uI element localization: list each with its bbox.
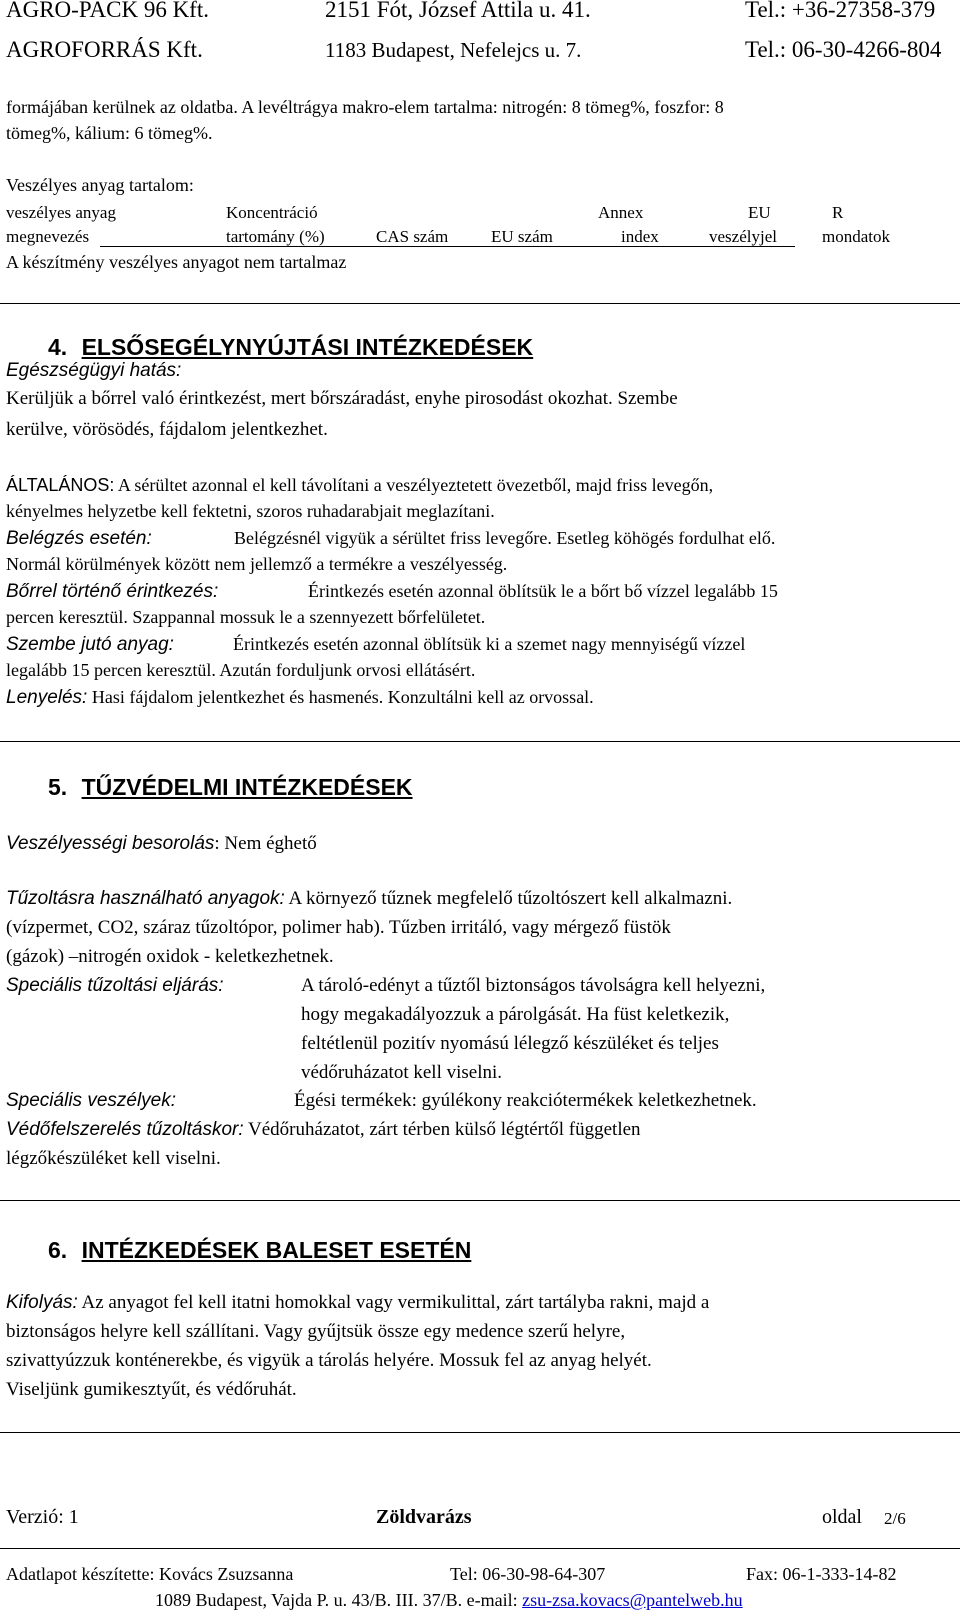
special-procedure-label: Speciális tűzoltási eljárás:: [6, 975, 224, 996]
company-address-2: 1183 Budapest, Nefelejcs u. 7.: [325, 38, 582, 62]
author-phone: Tel: 06-30-98-64-307: [450, 1564, 606, 1584]
company-address-1: 2151 Fót, József Attila u. 41.: [325, 0, 591, 22]
table-header-cell: CAS szám: [376, 227, 449, 246]
special-hazards-text: Égési termékek: gyúlékony reakciótermékek keletkezhetnek.: [294, 1090, 757, 1111]
section-divider: [0, 1432, 960, 1433]
company-phone-2: Tel.: 06-30-4266-804: [745, 37, 942, 62]
extinguishing-paragraph: [6, 885, 732, 912]
special-procedure-text-3: feltétlenül pozitív nyomású lélegző készüléket és teljes: [301, 1033, 719, 1054]
author-fax: Fax: 06-1-333-14-82: [746, 1564, 897, 1584]
hazard-table-note: A készítmény veszélyes anyagot nem tartalmaz: [6, 252, 347, 272]
protective-equipment-text-2: légzőkészüléket kell viselni.: [6, 1148, 221, 1169]
general-text-2: kényelmes helyzetbe kell fektetni, szoros ruhadarabjait meglazítani.: [6, 501, 495, 521]
skin-contact-label: Bőrrel történő érintkezés:: [6, 581, 219, 602]
special-procedure-text-4: védőruházatot kell viselni.: [301, 1062, 503, 1083]
extinguishing-text: A környező tűznek megfelelő tűzoltószert kell alkalmazni.: [284, 888, 733, 909]
table-header-cell: veszélyes anyag: [6, 203, 116, 222]
table-header-cell: megnevezés: [6, 227, 90, 246]
table-header-cell: EU: [748, 203, 771, 222]
table-header-cell: index: [621, 227, 659, 246]
special-hazards-paragraph: [6, 1087, 757, 1114]
protective-equipment-label: Védőfelszerelés tűzoltáskor:: [6, 1119, 244, 1140]
protective-equipment-text: Védőruházatot, zárt térben külső légtértől független: [243, 1119, 641, 1140]
extinguishing-text-2: (vízpermet, CO2, száraz tűzoltópor, polimer hab). Tűzben irritáló, vagy mérgező füstök: [6, 917, 671, 938]
section-divider: [0, 741, 960, 742]
general-paragraph: [6, 472, 713, 499]
table-header-cell: Annex: [598, 203, 644, 222]
table-header-cell: mondatok: [822, 227, 890, 246]
section-number: 4.: [48, 334, 68, 360]
section-title: INTÉZKEDÉSEK BALESET ESETÉN: [81, 1237, 472, 1263]
page-label: oldal: [822, 1506, 862, 1528]
inhalation-text: Belégzésnél vigyük a sérültet friss levegőre. Esetleg köhögés fordulhat elő.: [234, 528, 776, 548]
section-title: ELSŐSEGÉLYNYÚJTÁSI INTÉZKEDÉSEK: [81, 334, 534, 360]
swallowing-label: Lenyelés:: [6, 687, 88, 708]
section-6-heading: [48, 1237, 471, 1264]
spill-paragraph: [6, 1289, 709, 1316]
section-number: 5.: [48, 774, 68, 800]
table-header-cell: veszélyjel: [709, 227, 777, 246]
intro-line-1: formájában kerülnek az oldatba. A levéltrágya makro-elem tartalma: nitrogén: 8 tömeg%, foszfor: 8: [6, 97, 724, 117]
author-address-line: [155, 1590, 743, 1611]
section-title: TŰZVÉDELMI INTÉZKEDÉSEK: [81, 774, 413, 800]
section-number: 6.: [48, 1237, 68, 1263]
page-number: 2/6: [884, 1509, 906, 1528]
eye-contact-label: Szembe jutó anyag:: [6, 634, 174, 655]
footer-divider: [0, 1548, 960, 1549]
health-effect-text-2: kerülve, vörösödés, fájdalom jelentkezhet.: [6, 419, 328, 440]
spill-text: Az anyagot fel kell itatni homokkal vagy vermikulittal, zárt tartályba rakni, majd a: [77, 1292, 710, 1313]
classification-paragraph: [6, 830, 317, 857]
special-procedure-paragraph: [6, 972, 766, 999]
version-label: Verzió: 1: [6, 1506, 79, 1528]
table-header-cell: Koncentráció: [226, 203, 318, 222]
eye-contact-text-2: legalább 15 percen keresztül. Azután forduljunk orvosi ellátásért.: [6, 660, 476, 680]
intro-line-2: tömeg%, kálium: 6 tömeg%.: [6, 123, 213, 143]
classification-text: : Nem éghető: [214, 833, 317, 854]
inhalation-label: Belégzés esetén:: [6, 528, 152, 549]
classification-label: Veszélyességi besorolás: [6, 833, 215, 854]
spill-text-4: Viseljünk gumikesztyűt, és védőruhát.: [6, 1379, 297, 1400]
section-divider: [0, 1200, 960, 1201]
section-5-heading: [48, 774, 413, 801]
section-divider: [0, 303, 960, 304]
swallowing-text: Hasi fájdalom jelentkezhet és hasmenés. Konzultálni kell az orvossal.: [87, 687, 594, 707]
eye-contact-text: Érintkezés esetén azonnal öblítsük ki a szemet nagy mennyiségű vízzel: [233, 634, 746, 654]
skin-contact-paragraph: [6, 578, 778, 605]
product-name: Zöldvarázs: [376, 1506, 472, 1528]
table-header-underline: [100, 246, 795, 247]
health-effect-text-1: Kerüljük a bőrrel való érintkezést, mert bőrszáradást, enyhe pirosodást okozhat. Szembe: [6, 388, 678, 409]
general-text: A sérültet azonnal el kell távolítani a veszélyeztetett övezetből, majd friss levegőn,: [114, 475, 714, 495]
email-link[interactable]: zsu-zsa.kovacs@pantelweb.hu: [522, 1590, 743, 1610]
protective-equipment-paragraph: [6, 1116, 641, 1143]
eye-contact-paragraph: [6, 631, 746, 658]
company-name-1: AGRO-PACK 96 Kft.: [6, 0, 209, 22]
skin-contact-text-2: percen keresztül. Szappannal mossuk le a szennyezett bőrfelületet.: [6, 607, 486, 627]
table-header-cell: tartomány (%): [226, 227, 325, 246]
skin-contact-text: Érintkezés esetén azonnal öblítsük le a bőrt bő vízzel legalább 15: [308, 581, 778, 601]
hazard-table-title: Veszélyes anyag tartalom:: [6, 175, 194, 195]
inhalation-text-2: Normál körülmények között nem jellemző a termékre a veszélyesség.: [6, 554, 508, 574]
extinguishing-text-3: (gázok) –nitrogén oxidok - keletkezhetnek.: [6, 946, 334, 967]
spill-label: Kifolyás:: [6, 1292, 78, 1313]
special-procedure-text: A tároló-edényt a tűztől biztonságos távolságra kell helyezni,: [301, 975, 766, 996]
extinguishing-label: Tűzoltásra használható anyagok:: [6, 888, 285, 909]
health-effect-label: Egészségügyi hatás:: [6, 360, 182, 381]
author-line: Adatlapot készítette: Kovács Zsuzsanna: [6, 1564, 294, 1584]
swallowing-paragraph: [6, 684, 594, 711]
company-phone-1: Tel.: +36-27358-379: [745, 0, 936, 22]
spill-text-2: biztonságos helyre kell szállítani. Vagy gyűjtsük össze egy medence szerű helyre,: [6, 1321, 626, 1342]
company-name-2: AGROFORRÁS Kft.: [6, 37, 203, 62]
author-address: 1089 Budapest, Vajda P. u. 43/B. III. 37/B. e-mail:: [155, 1590, 523, 1610]
table-header-cell: R: [832, 203, 844, 222]
general-label: ÁLTALÁNOS:: [6, 475, 115, 495]
special-hazards-label: Speciális veszélyek:: [6, 1090, 177, 1111]
special-procedure-text-2: hogy megakadályozzuk a párolgását. Ha füst keletkezik,: [301, 1004, 730, 1025]
spill-text-3: szivattyúzzuk konténerekbe, és vigyük a tárolás helyére. Mossuk fel az anyag helyét.: [6, 1350, 652, 1371]
table-header-cell: EU szám: [491, 227, 553, 246]
inhalation-paragraph: [6, 525, 776, 552]
